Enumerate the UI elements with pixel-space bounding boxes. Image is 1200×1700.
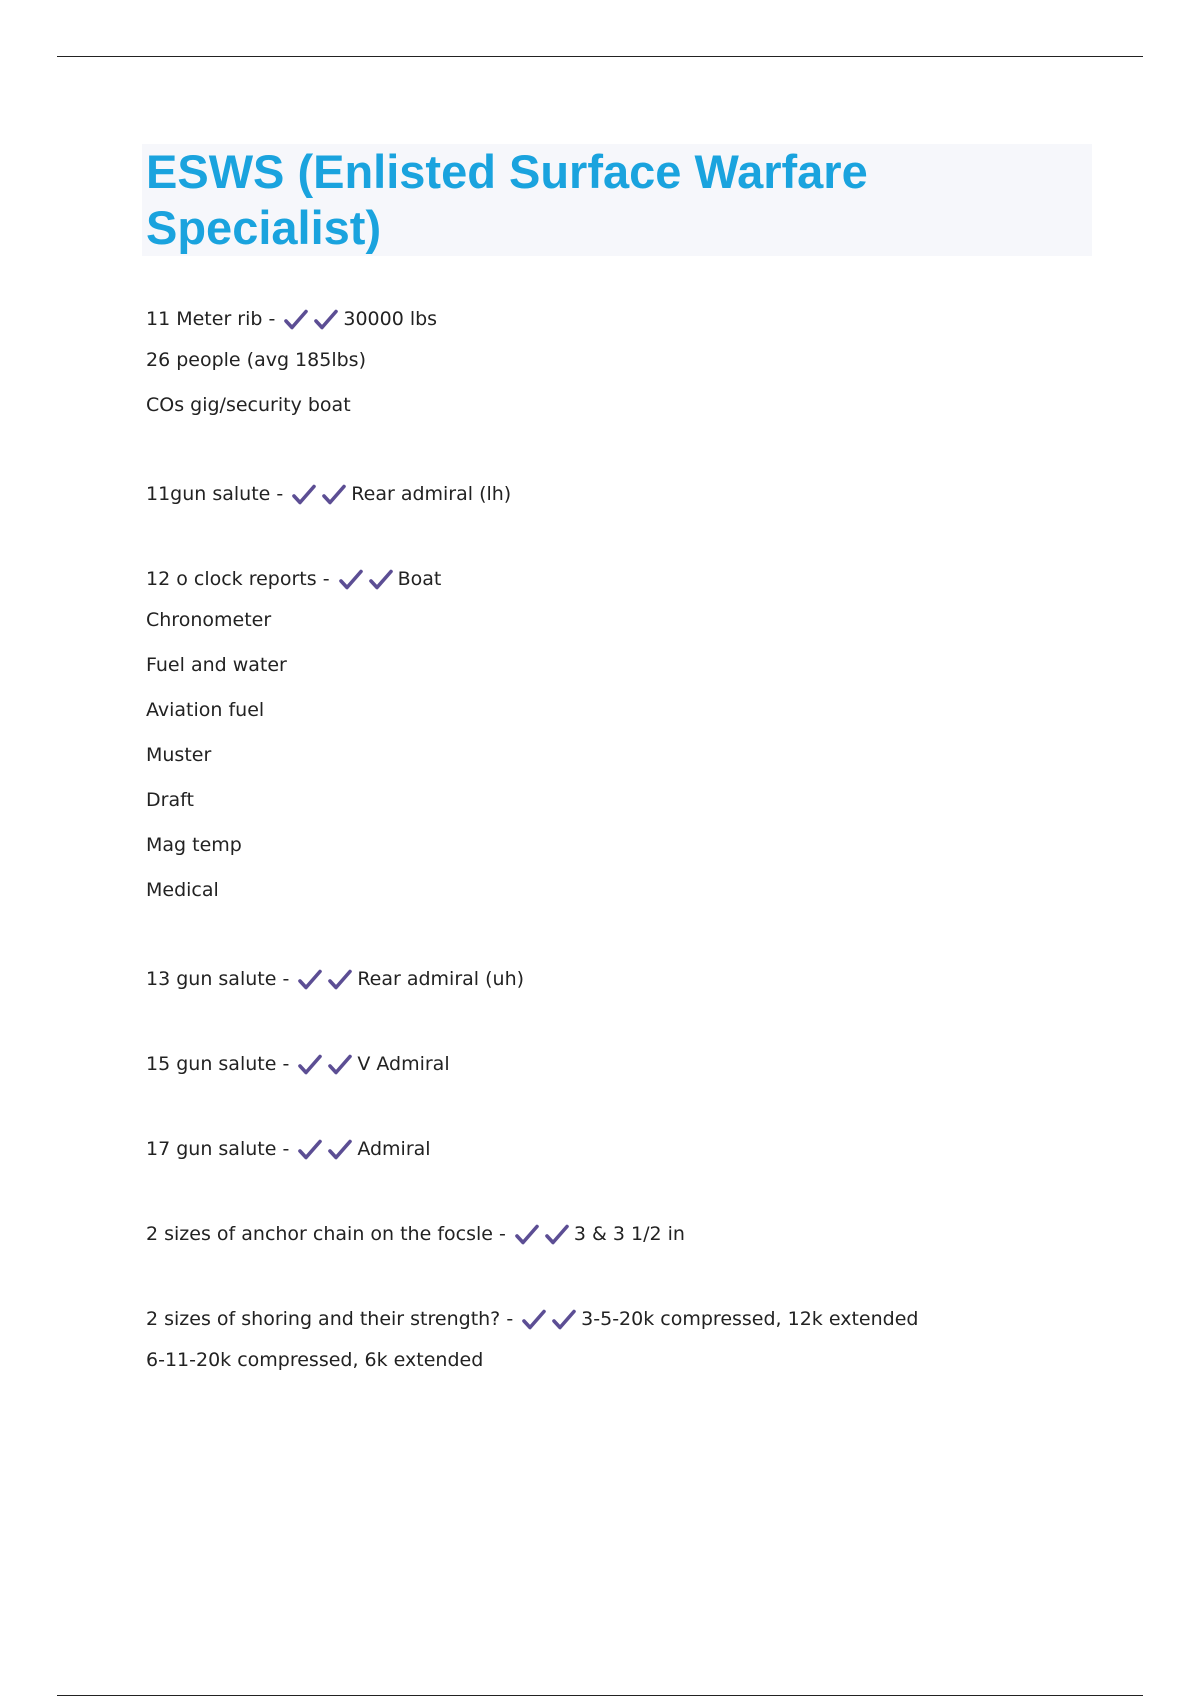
flashcard-entry bbox=[146, 1045, 1106, 1083]
separator: - bbox=[282, 1053, 290, 1075]
answer-text: Admiral bbox=[357, 1138, 431, 1160]
question-line bbox=[146, 1130, 1106, 1168]
flashcard-entry bbox=[146, 1130, 1106, 1168]
answer-line: Fuel and water bbox=[146, 654, 287, 676]
question-line bbox=[146, 475, 1106, 513]
flashcard-entry bbox=[146, 1300, 1106, 1383]
separator: - bbox=[268, 308, 276, 330]
answer-line: COs gig/security boat bbox=[146, 394, 351, 416]
separator: - bbox=[276, 483, 284, 505]
answer-text: 3-5-20k compressed, 12k extended bbox=[581, 1308, 919, 1330]
separator: - bbox=[506, 1308, 514, 1330]
double-check-icon bbox=[283, 308, 339, 332]
double-check-icon bbox=[297, 1053, 353, 1077]
answer-line: Medical bbox=[146, 879, 219, 901]
double-check-icon bbox=[338, 568, 394, 592]
flashcard-entry bbox=[146, 300, 1106, 428]
answer-text: 30000 lbs bbox=[343, 308, 438, 330]
separator: - bbox=[282, 968, 290, 990]
question-text: 17 gun salute bbox=[146, 1138, 277, 1160]
question-line bbox=[146, 960, 1106, 998]
question-text: 12 o clock reports bbox=[146, 568, 317, 590]
answer-line: 6-11-20k compressed, 6k extended bbox=[146, 1349, 484, 1371]
question-text: 11gun salute bbox=[146, 483, 271, 505]
question-line bbox=[146, 1300, 1106, 1338]
document-title: ESWS (Enlisted Surface Warfare Specialist) bbox=[146, 145, 868, 254]
question-text: 2 sizes of anchor chain on the focsle bbox=[146, 1223, 493, 1245]
question-line bbox=[146, 560, 1106, 598]
flashcard-entry bbox=[146, 560, 1106, 913]
answer-line: Chronometer bbox=[146, 609, 272, 631]
answer-line: Aviation fuel bbox=[146, 699, 265, 721]
answer-text: Rear admiral (uh) bbox=[357, 968, 525, 990]
flashcard-entry bbox=[146, 1215, 1106, 1253]
double-check-icon bbox=[291, 483, 347, 507]
question-text: 11 Meter rib bbox=[146, 308, 263, 330]
answer-line: Muster bbox=[146, 744, 212, 766]
flashcard-entry bbox=[146, 475, 1106, 513]
answer-line: 26 people (avg 185lbs) bbox=[146, 349, 366, 371]
answer-line: Draft bbox=[146, 789, 194, 811]
answer-text: Boat bbox=[397, 568, 442, 590]
answer-line: Mag temp bbox=[146, 834, 242, 856]
answer-text: 3 & 3 1/2 in bbox=[573, 1223, 685, 1245]
separator: - bbox=[322, 568, 330, 590]
double-check-icon bbox=[297, 1138, 353, 1162]
question-text: 13 gun salute bbox=[146, 968, 277, 990]
flashcard-list bbox=[146, 300, 1106, 1383]
double-check-icon bbox=[514, 1223, 570, 1247]
top-rule bbox=[57, 56, 1143, 57]
answer-text: V Admiral bbox=[357, 1053, 450, 1075]
question-line bbox=[146, 300, 1106, 338]
question-line bbox=[146, 1045, 1106, 1083]
question-text: 15 gun salute bbox=[146, 1053, 277, 1075]
answer-text: Rear admiral (lh) bbox=[351, 483, 512, 505]
separator: - bbox=[499, 1223, 506, 1245]
question-text: 2 sizes of shoring and their strength? bbox=[146, 1308, 501, 1330]
bottom-rule bbox=[57, 1695, 1143, 1696]
separator: - bbox=[282, 1138, 290, 1160]
flashcard-entry bbox=[146, 960, 1106, 998]
double-check-icon bbox=[297, 968, 353, 992]
question-line bbox=[146, 1215, 1106, 1253]
double-check-icon bbox=[521, 1308, 577, 1332]
